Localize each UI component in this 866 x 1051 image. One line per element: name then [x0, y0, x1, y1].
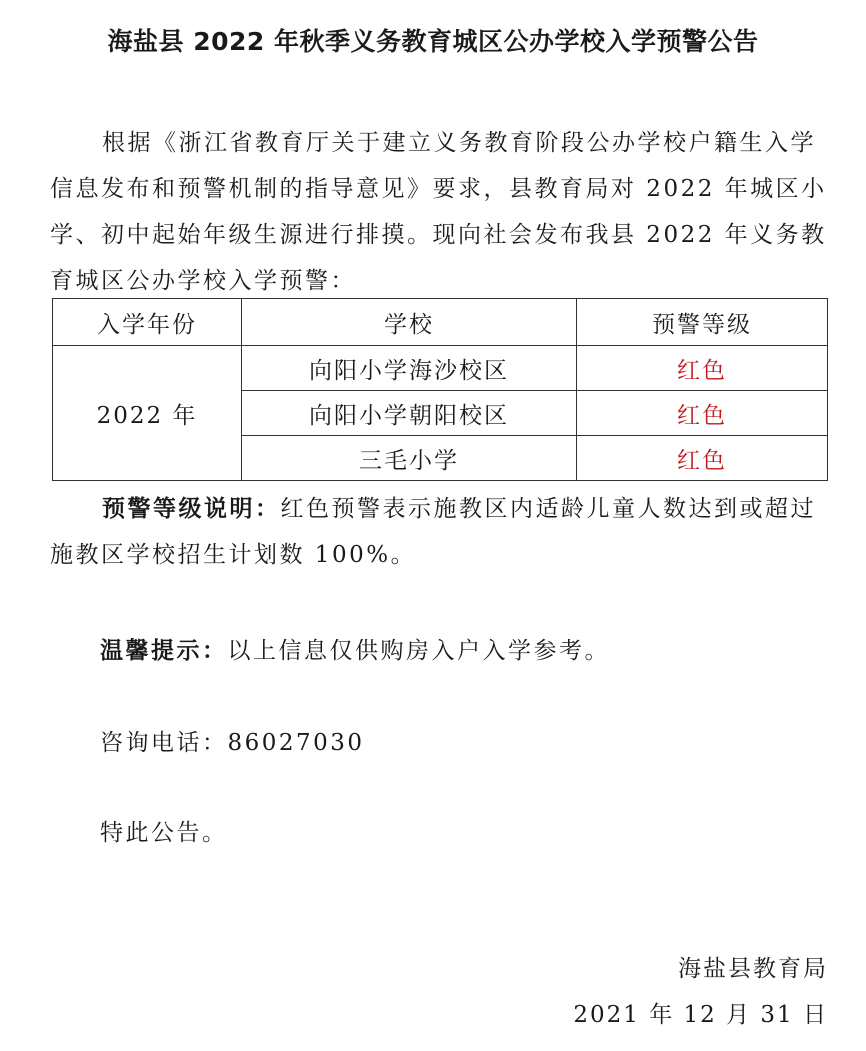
tip-text: 以上信息仅供购房入户入学参考。 — [227, 638, 610, 664]
table-row — [53, 346, 828, 391]
warning-note-text: 红色预警表示施教区内适龄儿童人数达到或超过施教区学校招生计划数 100%。 — [50, 496, 816, 568]
level-cell: 红色 — [577, 391, 828, 436]
closing-line: 特此公告。 — [100, 820, 228, 846]
level-cell: 红色 — [577, 346, 828, 391]
school-cell: 向阳小学朝阳校区 — [242, 391, 577, 436]
signature-date: 2021 年 12 月 31 日 — [573, 1002, 828, 1028]
signature-org: 海盐县教育局 — [678, 956, 828, 982]
intro-paragraph: 根据《浙江省教育厅关于建立义务教育阶段公办学校户籍生入学信息发布和预警机制的指导意见》要求，县教育局对 2022 年城区小学、初中起始年级生源进行排摸。现向社会发布我县 2022 年义务教育城区公办学校入学预警： — [50, 130, 827, 294]
warning-note-label: 预警等级说明： — [102, 495, 281, 522]
header-school: 学校 — [242, 299, 577, 346]
tip-label: 温馨提示： — [100, 637, 228, 664]
header-year: 入学年份 — [53, 299, 242, 346]
warning-table — [52, 298, 828, 481]
tip-line — [100, 632, 610, 665]
year-cell: 2022 年 — [53, 346, 242, 481]
level-cell: 红色 — [577, 436, 828, 481]
school-cell: 三毛小学 — [242, 436, 577, 481]
table-header-row — [53, 299, 828, 346]
contact-line: 咨询电话：86027030 — [100, 730, 365, 756]
warning-note — [50, 486, 830, 578]
header-level: 预警等级 — [577, 299, 828, 346]
school-cell: 向阳小学海沙校区 — [242, 346, 577, 391]
page-title: 海盐县 2022 年秋季义务教育城区公办学校入学预警公告 — [107, 27, 759, 56]
